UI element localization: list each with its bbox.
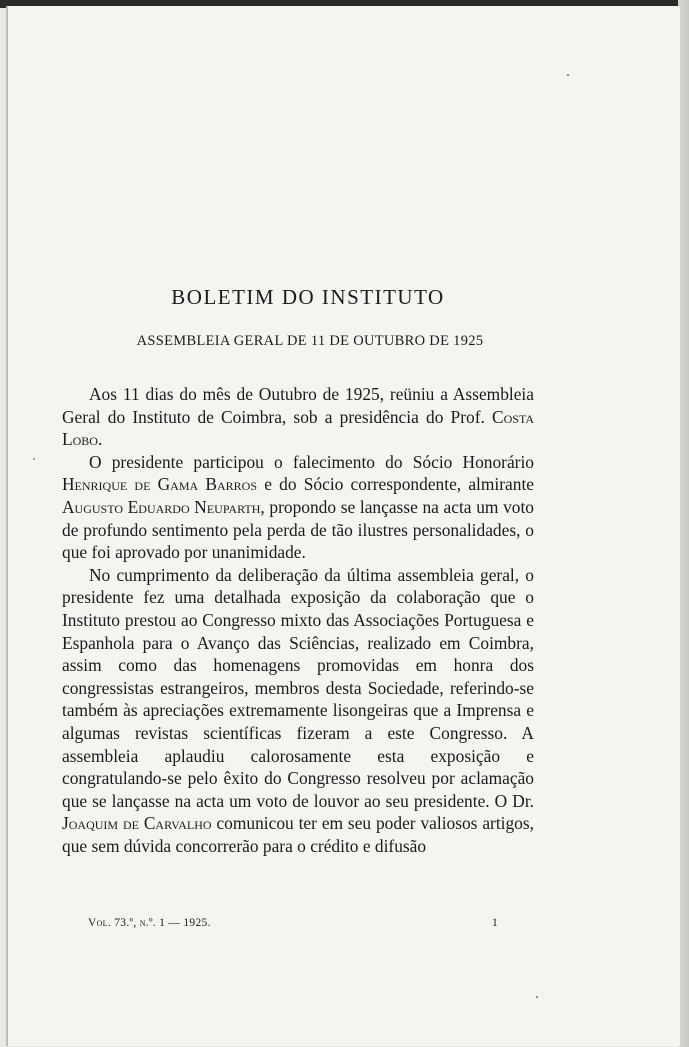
paper-speck bbox=[567, 74, 569, 76]
body-paragraph bbox=[62, 451, 534, 564]
paragraph-text: O presidente participou o falecimento do Sócio Honorário bbox=[89, 451, 534, 472]
person-name: Henrique de Gama Barros bbox=[62, 474, 258, 495]
page-number: 1 bbox=[492, 917, 498, 929]
paper-speck bbox=[33, 458, 35, 460]
paragraph-text: e do Sócio correspondente, almirante bbox=[257, 474, 535, 495]
paragraph-text: No cumprimento da deliberação da última assembleia geral, o presidente fez uma detalhada exposição da colaboração que o Instituto prestou ao Congresso mixto das Associações Portuguesa e Espanhola para o Avanço das Sciências, realizado em Coimbra, assim como das homenagens promovidas em honra dos congressistas estrangeiros, membros desta Sociedade, referindo-se também às apreciações extremamente lisongeiras que a Imprensa e algumas revistas scientíficas fizeram a este Congresso. A assembleia aplaudiu calorosamente esta exposição e congratulando-se pelo êxito do Congresso resolveu por aclamação que se lançasse na acta um voto de louvor ao seu presidente. O Dr. bbox=[62, 564, 534, 811]
paragraph-text: . bbox=[97, 429, 103, 450]
person-name: Costa Lobo bbox=[62, 406, 534, 450]
paragraph-text: comunicou ter em seu poder valiosos artigos, que sem dúvida concorrerão para o crédito e difusão bbox=[62, 813, 534, 856]
body-paragraph bbox=[62, 564, 534, 858]
person-name: Joaquim de Carvalho bbox=[62, 813, 212, 834]
paragraph-text: , propondo se lançasse na acta um voto de profundo sentimento pela perda de tão ilustres personalidades, o que foi aprovado por unanimidade. bbox=[62, 496, 534, 563]
body-paragraph bbox=[62, 383, 534, 451]
person-name: Augusto Eduardo Neuparth bbox=[62, 496, 261, 517]
page-title: BOLETIM DO INSTITUTO bbox=[171, 285, 445, 309]
volume-footer: Vol. 73.º, n.º. 1 — 1925. bbox=[88, 917, 211, 929]
paragraph-text: Aos 11 dias do mês de Outubro de 1925, reüniu a Assembleia Geral do Instituto de Coimbra, sob a presidência do Prof. bbox=[62, 384, 534, 427]
paper-speck bbox=[536, 996, 538, 998]
body-text bbox=[62, 383, 534, 857]
assembly-subtitle: ASSEMBLEIA GERAL DE 11 DE OUTUBRO DE 1925 bbox=[136, 333, 484, 349]
